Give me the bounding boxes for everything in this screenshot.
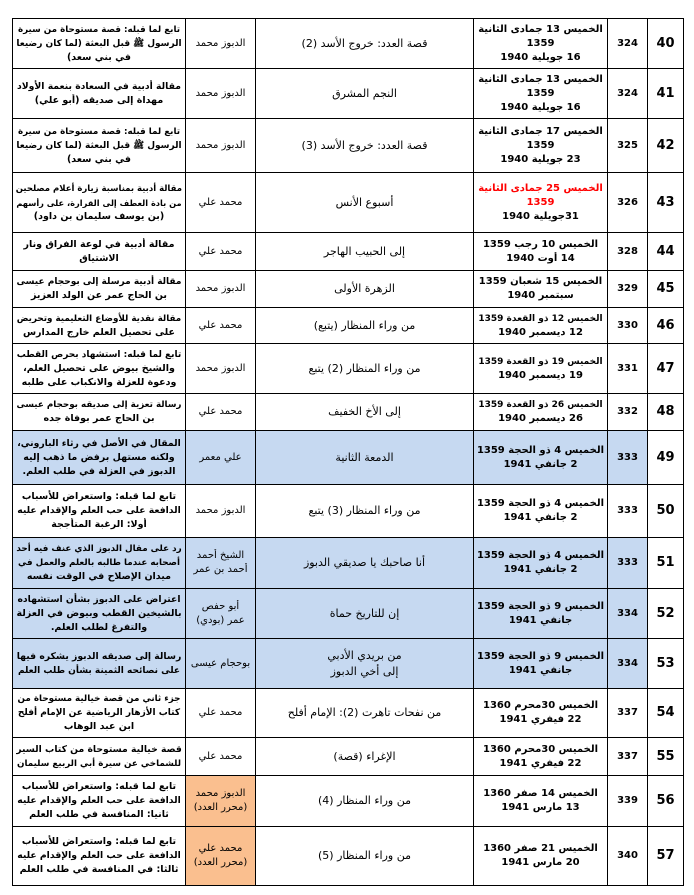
row-number: 45 <box>656 282 675 296</box>
author-cell <box>186 589 256 639</box>
row-number-cell <box>648 69 684 119</box>
row-number-cell <box>648 639 684 689</box>
notes-line: مهداة إلى صديقه (أبو علي) <box>34 94 164 106</box>
article-title: إلى أخي الدبوز <box>330 664 399 678</box>
issue-number-cell <box>608 173 648 233</box>
article-title: من نفحات تاهرت (2): الإمام أفلح <box>287 706 442 719</box>
notes-line: رسالة تعزية إلى صديقه بوحجام عيسى <box>16 400 182 410</box>
date-line: الخميس 4 ذو الحجة 1359 <box>477 444 604 456</box>
issue-number: 325 <box>617 139 638 151</box>
issue-number: 334 <box>617 657 638 669</box>
notes-line: للشماخي عن سيرة أبي الربيع سليمان <box>16 758 181 769</box>
notes-line: بن الحاج عمر عن الولد العزيز <box>31 290 167 301</box>
article-title: أسبوع الأنس <box>335 195 394 209</box>
issue-number-cell <box>608 538 648 589</box>
issue-number: 337 <box>617 750 638 762</box>
author-cell <box>186 485 256 538</box>
notes-cell <box>13 738 186 776</box>
author-cell <box>186 69 256 119</box>
date-cell <box>474 485 608 538</box>
notes-line: اعتراض على الدبوز بشأن استشهاده <box>17 593 181 605</box>
notes-line: رد على مقال الدبوز الذي عنف فيه أحد <box>16 544 182 554</box>
date-line: جانفي 1941 <box>508 664 573 676</box>
issue-number-cell <box>608 119 648 173</box>
row-number-cell <box>648 394 684 431</box>
notes-line: مقالة أدبية بمناسبة زيارة أعلام مصلحين <box>16 183 182 194</box>
date-line: الخميس 17 جمادى الثانية <box>478 125 603 137</box>
issue-number: 333 <box>617 451 638 463</box>
author-cell <box>186 308 256 344</box>
issue-number-cell <box>608 485 648 538</box>
notes-line: مقالة أدبية في لوعة الفراق ونار <box>23 238 175 250</box>
title-cell <box>256 639 474 689</box>
issue-number-cell <box>608 344 648 394</box>
date-cell <box>474 689 608 738</box>
notes-line: الدافعة على حب العلم والإقدام عليه <box>17 505 181 516</box>
notes-line: تابع لما قبله: واستعراض للأسباب <box>21 836 177 847</box>
row-number-cell <box>648 485 684 538</box>
table-row <box>13 173 684 233</box>
title-cell <box>256 689 474 738</box>
row-number-cell <box>648 344 684 394</box>
issue-number-cell <box>608 827 648 886</box>
notes-line: الرسول ﷺ قبل البعثة (لما كان رضيعا <box>16 140 182 151</box>
notes-line: الدافعة على حب العلم والإقدام عليه <box>17 850 181 861</box>
row-number: 44 <box>656 244 675 259</box>
issue-number: 332 <box>617 406 638 417</box>
author-cell <box>186 173 256 233</box>
date-line: الخميس 30محرم 1360 <box>483 700 598 711</box>
notes-line: تابع لما قبله: قصة مستوحاة من سيرة <box>17 126 181 137</box>
author-name: (محرر العدد) <box>193 857 248 868</box>
row-number: 40 <box>656 36 675 51</box>
title-cell <box>256 19 474 69</box>
issue-number-cell <box>608 738 648 776</box>
notes-cell <box>13 19 186 69</box>
author-cell <box>186 233 256 271</box>
notes-line: بن الحاج عمر بوفاة جده <box>43 413 155 424</box>
date-line: 2 جانفي 1941 <box>503 564 578 575</box>
issue-number: 329 <box>617 283 638 294</box>
title-cell <box>256 344 474 394</box>
notes-line: أصحابه عندما طالبه بالعلم والعمل في <box>17 558 181 568</box>
date-cell <box>474 738 608 776</box>
row-number-cell <box>648 776 684 827</box>
row-number-cell <box>648 173 684 233</box>
date-line: 31جويلية 1940 <box>502 210 579 222</box>
notes-cell <box>13 538 186 589</box>
title-cell <box>256 394 474 431</box>
date-line: 1359 <box>526 37 555 49</box>
row-number: 47 <box>656 361 675 376</box>
date-cell <box>474 431 608 485</box>
table-row <box>13 271 684 308</box>
date-line: 1359 <box>526 139 555 151</box>
table-row <box>13 119 684 173</box>
date-line: الخميس 9 ذو الحجة 1359 <box>477 600 604 612</box>
row-number-cell <box>648 431 684 485</box>
notes-line: ابن عبد الوهاب <box>63 721 135 732</box>
notes-cell <box>13 119 186 173</box>
article-title: من وراء المنظار (3) يتبع <box>308 504 421 517</box>
author-name: محمد علي <box>198 707 243 718</box>
notes-line: في بني سعد) <box>66 153 132 165</box>
row-number: 57 <box>656 849 675 863</box>
author-cell <box>186 394 256 431</box>
date-line: الخميس 10 رجب 1359 <box>482 238 599 250</box>
notes-line: المقال في الأصل في رثاء الباروني، <box>17 437 181 449</box>
date-cell <box>474 233 608 271</box>
notes-line: تابع لما قبله: قصة مستوحاة من سيرة <box>17 24 181 35</box>
issue-number-cell <box>608 589 648 639</box>
table-row <box>13 344 684 394</box>
date-cell <box>474 776 608 827</box>
author-cell <box>186 119 256 173</box>
author-name: محمد علي <box>198 196 243 208</box>
row-number: 52 <box>656 606 675 621</box>
notes-line: على تحصيل العلم خارج المدارس <box>22 326 176 338</box>
title-cell <box>256 119 474 173</box>
date-cell <box>474 394 608 431</box>
title-cell <box>256 776 474 827</box>
notes-line: الدافعة على حب العلم والإقدام عليه <box>17 795 181 806</box>
date-line: الخميس 13 جمادى الثانية <box>478 23 603 35</box>
notes-cell <box>13 173 186 233</box>
date-line: الخميس 25 جمادى الثانية <box>478 182 603 194</box>
table-body <box>13 19 684 886</box>
author-name: أبو حفص <box>201 600 240 612</box>
date-line: الخميس 12 ذو القعدة 1359 <box>478 313 603 324</box>
row-number-cell <box>648 271 684 308</box>
author-cell <box>186 538 256 589</box>
title-cell <box>256 538 474 589</box>
notes-line: جزء ثاني من قصة خيالية مستوحاة من <box>17 694 181 704</box>
title-cell <box>256 308 474 344</box>
notes-cell <box>13 639 186 689</box>
issue-number-cell <box>608 431 648 485</box>
notes-line: والشيخ بيوض على تحصيل العلم، <box>23 362 175 374</box>
author-cell <box>186 776 256 827</box>
row-number: 49 <box>656 450 675 465</box>
row-number: 55 <box>656 749 675 764</box>
row-number-cell <box>648 538 684 589</box>
date-cell <box>474 589 608 639</box>
notes-line: بالشيخين القطب وبيوض في العزلة <box>16 607 182 619</box>
table-row <box>13 308 684 344</box>
notes-line: أولا: الرغبة المتأججة <box>51 519 147 530</box>
notes-cell <box>13 689 186 738</box>
issue-number-cell <box>608 233 648 271</box>
author-name: محمد علي <box>198 750 243 762</box>
author-name: الدبوز محمد <box>195 283 246 294</box>
title-cell <box>256 827 474 886</box>
date-line: 20 مارس 1941 <box>501 857 580 868</box>
author-cell <box>186 431 256 485</box>
row-number: 41 <box>656 86 675 101</box>
date-line: 16 جويلية 1940 <box>500 101 581 113</box>
issue-number: 324 <box>617 37 638 49</box>
author-cell <box>186 689 256 738</box>
article-title: قصة العدد: خروج الأسد (3) <box>301 138 428 152</box>
issue-number-cell <box>608 308 648 344</box>
date-line: سبتمبر 1940 <box>507 290 574 301</box>
articles-table <box>12 18 684 886</box>
title-cell <box>256 271 474 308</box>
date-line: 22 فيفري 1941 <box>499 757 582 769</box>
article-title: الإغراء (قصة) <box>333 749 396 763</box>
notes-line: رسالة إلى صديقه الدبوز يشكره فيها <box>16 650 182 662</box>
row-number-cell <box>648 589 684 639</box>
title-cell <box>256 173 474 233</box>
issue-number-cell <box>608 639 648 689</box>
issue-number-cell <box>608 69 648 119</box>
notes-line: في بني سعد) <box>66 51 132 63</box>
date-line: الخميس 15 شعبان 1359 <box>478 276 603 287</box>
title-cell <box>256 69 474 119</box>
article-title: أنا صاحبك يا صديقي الدبوز <box>303 556 426 569</box>
date-line: 26 ديسمبر 1940 <box>498 413 583 424</box>
author-cell <box>186 827 256 886</box>
issue-number-cell <box>608 271 648 308</box>
author-name: الدبوز محمد <box>195 788 246 799</box>
date-cell <box>474 639 608 689</box>
date-line: 13 مارس 1941 <box>501 802 580 813</box>
date-line: 1359 <box>526 196 555 208</box>
notes-cell <box>13 485 186 538</box>
notes-cell <box>13 271 186 308</box>
notes-line: الدبوز في العزلة في طلب العلم. <box>22 465 176 477</box>
notes-line: تابع لما قبله: واستعراض للأسباب <box>21 491 177 502</box>
date-line: الخميس 19 ذو القعدة 1359 <box>478 356 603 367</box>
table-row <box>13 233 684 271</box>
row-number: 51 <box>656 556 675 570</box>
row-number-cell <box>648 738 684 776</box>
notes-line: تابع لما قبله: استشهاد بحرص القطب <box>16 349 182 360</box>
author-name: عمر (بودي) <box>196 614 245 626</box>
row-number: 50 <box>656 504 675 518</box>
notes-line: قصة خيالية مستوحاة من كتاب السير <box>16 743 182 755</box>
notes-line: ولكنه مستهل برفض ما ذهب إليه <box>23 451 175 463</box>
author-name: الدبوز محمد <box>195 505 246 516</box>
row-number: 43 <box>656 195 675 210</box>
author-cell <box>186 344 256 394</box>
title-cell <box>256 589 474 639</box>
article-title: من بريدي الأدبي <box>327 648 402 662</box>
row-number-cell <box>648 233 684 271</box>
issue-number-cell <box>608 19 648 69</box>
issue-number-cell <box>608 776 648 827</box>
date-line: الخميس 26 ذو القعدة 1359 <box>478 400 603 410</box>
notes-line: مقالة أدبية مرسلة إلى بوحجام عيسى <box>16 277 182 287</box>
notes-line: ثانيا: المنافسة في طلب العلم <box>29 809 169 820</box>
issue-number: 330 <box>617 319 638 331</box>
notes-line: من بادة العطف إلى القرارة، على رأسهم <box>16 197 182 208</box>
author-name: الشيخ أحمد <box>196 550 245 561</box>
title-cell <box>256 431 474 485</box>
row-number-cell <box>648 308 684 344</box>
article-title: من وراء المنظار (4) <box>318 794 411 807</box>
row-number: 54 <box>656 706 675 720</box>
issue-number: 333 <box>617 505 638 516</box>
notes-line: ثالثا: في المنافسة في طلب العلم <box>19 864 179 875</box>
article-title: إلى الحبيب الهاجر <box>323 244 406 258</box>
date-cell <box>474 827 608 886</box>
notes-line: مقالة أدبية في السعادة بنعمة الأولاد <box>17 80 181 92</box>
article-title: إن للتاريخ حماة <box>329 606 400 620</box>
article-title: الزهرة الأولى <box>334 282 395 295</box>
author-cell <box>186 19 256 69</box>
notes-line: على نصائحه الثمينة بشأن طلب العلم <box>17 665 181 676</box>
title-cell <box>256 485 474 538</box>
issue-number: 337 <box>617 707 638 718</box>
issue-number: 333 <box>617 557 638 568</box>
table-row <box>13 485 684 538</box>
notes-cell <box>13 431 186 485</box>
issue-number: 328 <box>617 245 638 257</box>
row-number: 42 <box>656 138 675 153</box>
date-cell <box>474 119 608 173</box>
date-line: الخميس 4 ذو الحجة 1359 <box>477 550 604 561</box>
notes-line: ودعوة للعزلة والانكباب على طلبه <box>21 376 177 388</box>
article-title: إلى الأخ الخفيف <box>328 405 401 418</box>
author-name: محمد علي <box>198 245 243 257</box>
notes-cell <box>13 589 186 639</box>
date-line: الخميس 9 ذو الحجة 1359 <box>477 650 604 662</box>
date-cell <box>474 308 608 344</box>
table-row <box>13 689 684 738</box>
notes-line: الاشتياق <box>79 252 119 264</box>
author-cell <box>186 271 256 308</box>
author-name: علي معمر <box>199 451 242 463</box>
table-row <box>13 394 684 431</box>
row-number-cell <box>648 119 684 173</box>
date-cell <box>474 69 608 119</box>
author-name: محمد علي <box>198 406 243 417</box>
table-row <box>13 639 684 689</box>
notes-cell <box>13 233 186 271</box>
table-row <box>13 69 684 119</box>
issue-number: 339 <box>617 795 638 806</box>
date-line: 1359 <box>526 87 555 99</box>
table-row <box>13 776 684 827</box>
issue-number: 324 <box>617 87 638 99</box>
issue-number-cell <box>608 394 648 431</box>
article-title: من وراء المنظار (يتبع) <box>313 318 416 332</box>
notes-line: ميدان الإصلاح في الوقت نفسه <box>26 571 172 582</box>
date-line: جانفي 1941 <box>508 614 573 626</box>
notes-line: مقالة نقدية للأوضاع التعليمية وتحريض <box>16 313 182 324</box>
date-line: الخميس 4 ذو الحجة 1359 <box>477 498 604 509</box>
date-line: 12 ديسمبر 1940 <box>498 326 583 338</box>
notes-cell <box>13 308 186 344</box>
date-cell <box>474 538 608 589</box>
title-cell <box>256 738 474 776</box>
title-cell <box>256 233 474 271</box>
notes-line: (بن يوسف سليمان بن داود) <box>33 210 165 222</box>
date-line: 2 جانفي 1941 <box>503 512 578 523</box>
author-name: الدبوز محمد <box>195 139 246 151</box>
author-cell <box>186 639 256 689</box>
date-cell <box>474 271 608 308</box>
row-number-cell <box>648 827 684 886</box>
notes-cell <box>13 344 186 394</box>
row-number: 48 <box>656 405 675 419</box>
article-title: من وراء المنظار (2) يتبع <box>308 361 421 375</box>
issue-number: 331 <box>617 362 638 374</box>
notes-line: الرسول ﷺ قبل البعثة (لما كان رضيعا <box>16 38 182 49</box>
notes-cell <box>13 776 186 827</box>
row-number-cell <box>648 19 684 69</box>
row-number-cell <box>648 689 684 738</box>
author-name: الدبوز محمد <box>195 362 246 374</box>
date-cell <box>474 344 608 394</box>
date-line: الخميس 30محرم 1360 <box>483 743 598 755</box>
author-name: الدبوز محمد <box>195 87 246 99</box>
date-line: 2 جانفي 1941 <box>503 458 578 470</box>
date-line: 22 فيفري 1941 <box>499 714 582 725</box>
date-line: الخميس 21 صفر 1360 <box>483 843 598 854</box>
row-number: 56 <box>656 794 675 808</box>
issue-number: 340 <box>617 850 638 861</box>
table-row <box>13 589 684 639</box>
article-title: من وراء المنظار (5) <box>318 849 411 862</box>
author-name: محمد علي <box>198 843 243 854</box>
issue-number: 326 <box>617 196 638 208</box>
row-number: 46 <box>656 318 675 333</box>
issue-number: 334 <box>617 607 638 619</box>
article-title: الدمعة الثانية <box>335 450 394 464</box>
article-title: قصة العدد: خروج الأسد (2) <box>301 36 428 50</box>
table-row <box>13 827 684 886</box>
table-row <box>13 538 684 589</box>
author-name: (محرر العدد) <box>193 802 248 813</box>
date-line: 23 جويلية 1940 <box>500 153 581 165</box>
date-line: 19 ديسمبر 1940 <box>498 369 583 381</box>
notes-line: تابع لما قبله: واستعراض للأسباب <box>21 781 177 792</box>
notes-line: كتاب الأزهار الرياضية عن الإمام أفلح <box>17 708 181 718</box>
author-name: أحمد بن عمر <box>193 564 248 575</box>
author-cell <box>186 738 256 776</box>
author-name: بوحجام عيسى <box>190 657 251 669</box>
date-line: 16 جويلية 1940 <box>500 51 581 63</box>
notes-cell <box>13 69 186 119</box>
notes-line: والتفرغ لطلب العلم. <box>50 621 148 633</box>
date-line: الخميس 13 جمادى الثانية <box>478 73 603 85</box>
table-row <box>13 19 684 69</box>
author-name: محمد علي <box>198 319 243 331</box>
author-name: الدبوز محمد <box>195 37 246 49</box>
notes-cell <box>13 394 186 431</box>
table-row <box>13 738 684 776</box>
date-line: الخميس 14 صفر 1360 <box>483 788 598 799</box>
notes-cell <box>13 827 186 886</box>
date-cell <box>474 19 608 69</box>
date-line: 14 أوت 1940 <box>506 252 575 264</box>
issue-number-cell <box>608 689 648 738</box>
date-cell <box>474 173 608 233</box>
article-title: النجم المشرق <box>332 86 397 100</box>
row-number: 53 <box>656 656 675 671</box>
table-row <box>13 431 684 485</box>
